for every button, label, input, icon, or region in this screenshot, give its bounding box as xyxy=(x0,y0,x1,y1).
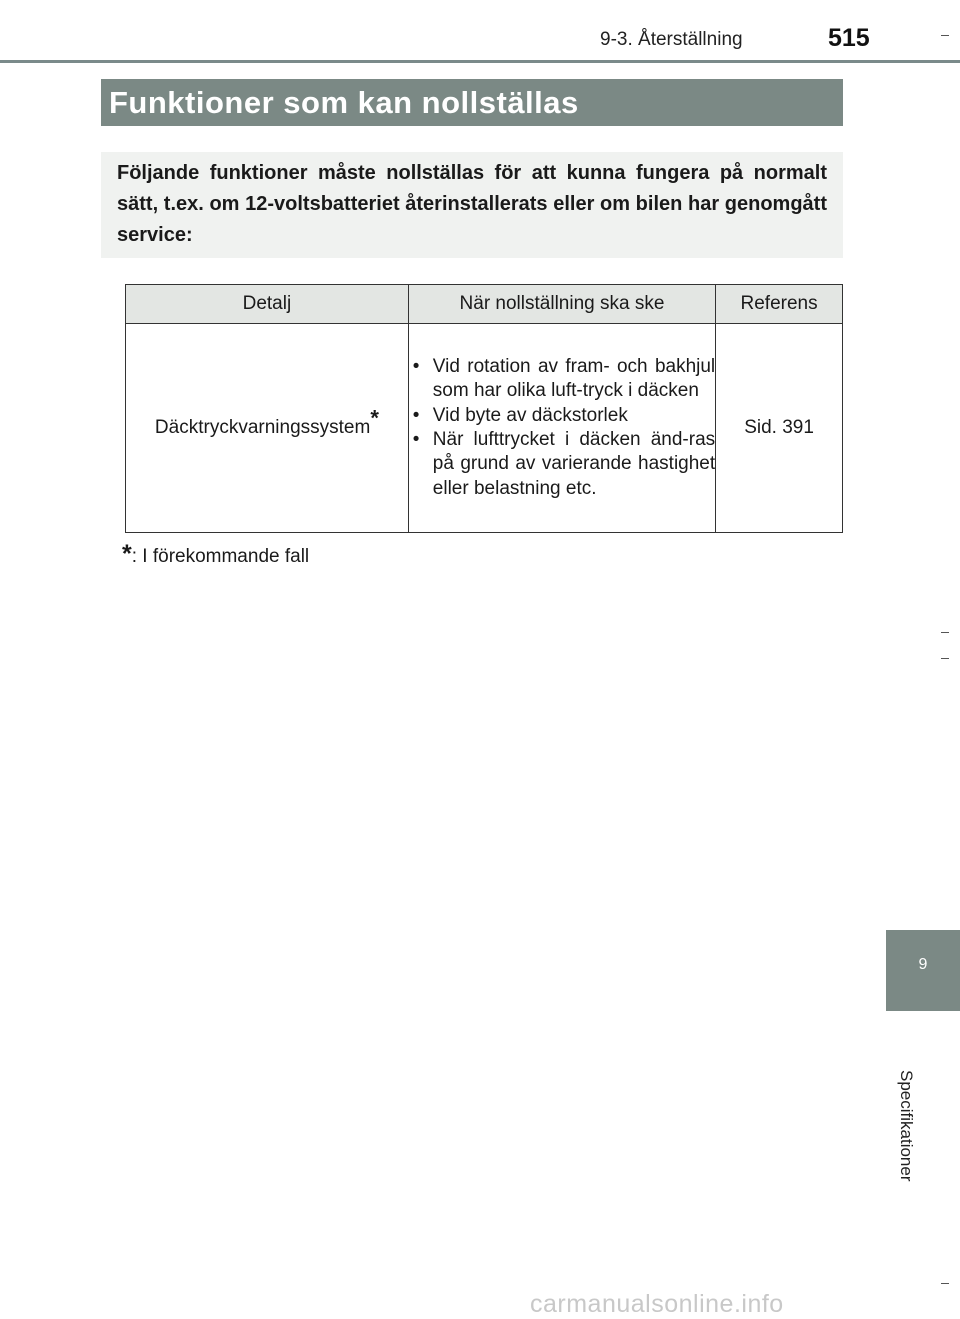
crop-mark-top xyxy=(941,35,949,36)
chapter-number: 9 xyxy=(918,956,928,973)
crop-mark-mid-1 xyxy=(941,632,949,633)
cell-when xyxy=(408,324,715,533)
footnote xyxy=(122,540,309,569)
footnote-text: : I förekommande fall xyxy=(131,546,310,567)
reset-functions-table xyxy=(125,284,843,533)
column-header-detail: Detalj xyxy=(126,285,409,324)
cell-reference: Sid. 391 xyxy=(716,324,843,533)
list-item: • Vid byte av däckstorlek xyxy=(409,404,715,428)
crop-mark-bottom xyxy=(941,1283,949,1284)
column-header-when: När nollställning ska ske xyxy=(408,285,715,324)
column-header-reference: Referens xyxy=(716,285,843,324)
page-number: 515 xyxy=(828,24,870,52)
section-title: 9-3. Återställning xyxy=(600,29,743,50)
intro-box xyxy=(101,152,843,258)
watermark: carmanualsonline.info xyxy=(530,1290,784,1318)
list-item: • Vid rotation av fram- och bakhjul som har olika luft-tryck i däcken xyxy=(409,355,715,404)
footnote-marker: * xyxy=(370,405,379,431)
table-header-row xyxy=(126,285,843,324)
crop-mark-mid-2 xyxy=(941,658,949,659)
detail-text: Däcktryckvarningssystem xyxy=(154,417,371,438)
table-row xyxy=(126,324,843,533)
chapter-label: Specifikationer xyxy=(897,1070,916,1182)
intro-text: Följande funktioner måste nollställas för att kunna fungera på normalt sätt, t.ex. om 12-voltsbatteriet återinstallerats eller om bilen har genomgått service: xyxy=(117,162,827,246)
header-rule xyxy=(0,60,960,63)
page-heading: Funktioner som kan nollställas xyxy=(101,79,843,126)
condition-list xyxy=(409,355,715,501)
footnote-star: * xyxy=(122,540,132,568)
list-item: • När lufttrycket i däcken änd-ras på grund av varierande hastighet eller belastning etc. xyxy=(409,428,715,501)
cell-detail xyxy=(126,324,409,533)
chapter-tab xyxy=(886,930,960,1011)
